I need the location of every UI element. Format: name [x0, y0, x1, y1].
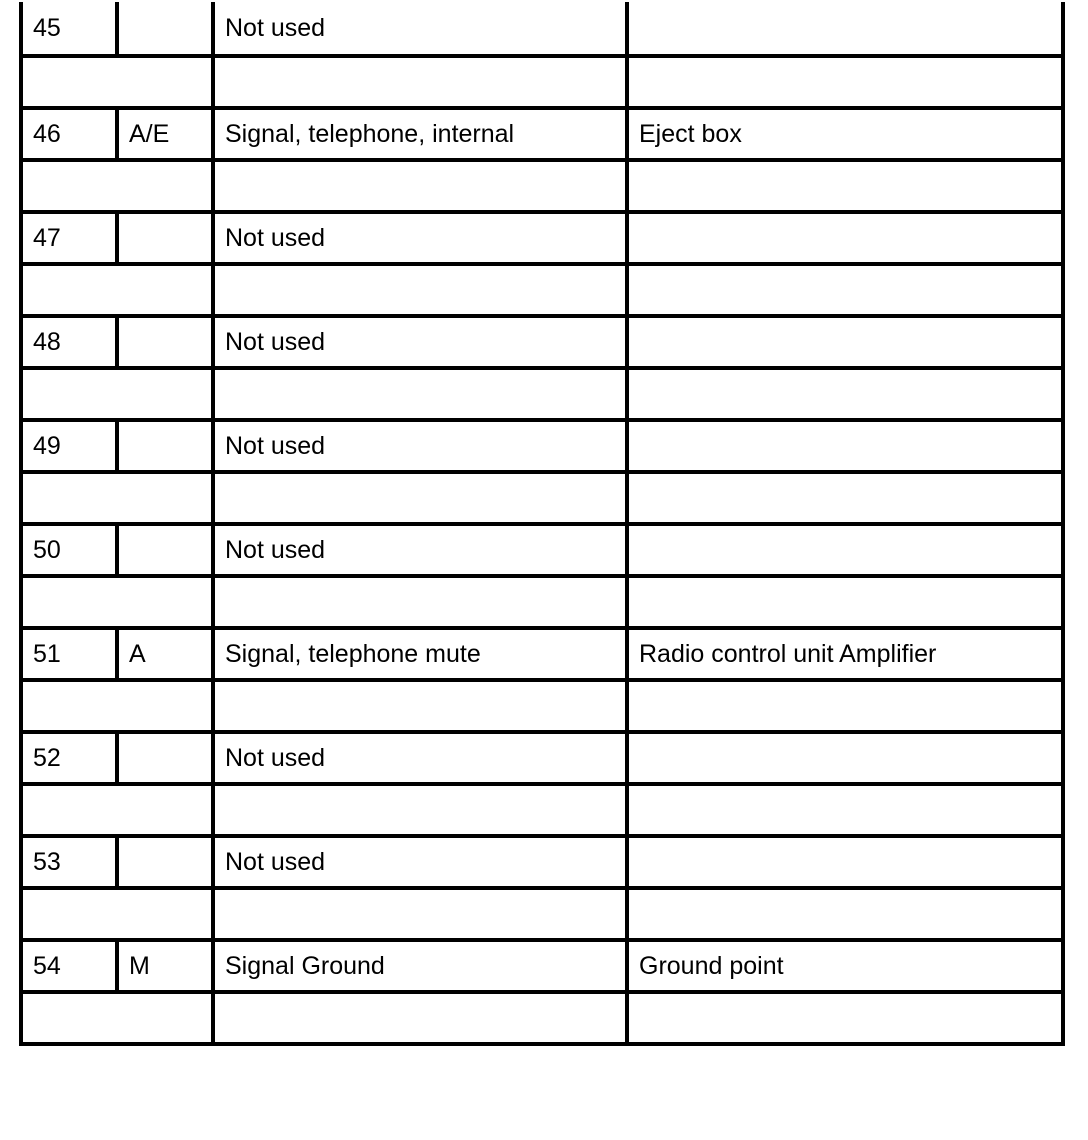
spacer-cell	[627, 576, 1063, 628]
connection-cell: Ground point	[627, 940, 1063, 992]
connection-cell	[627, 524, 1063, 576]
spacer-cell	[21, 56, 213, 108]
spacer-cell	[213, 368, 627, 420]
pin-type-cell	[117, 212, 213, 264]
spacer-cell	[627, 680, 1063, 732]
description-cell: Signal, telephone, internal	[213, 108, 627, 160]
pin-number-cell: 52	[21, 732, 117, 784]
description-cell: Not used	[213, 316, 627, 368]
description-cell: Not used	[213, 836, 627, 888]
spacer-cell	[21, 784, 213, 836]
table-row	[21, 212, 1063, 264]
table-spacer-row	[21, 888, 1063, 940]
spacer-cell	[627, 264, 1063, 316]
connection-cell	[627, 420, 1063, 472]
spacer-cell	[627, 992, 1063, 1044]
table-row	[21, 108, 1063, 160]
pin-type-cell: A/E	[117, 108, 213, 160]
table-row	[21, 2, 1063, 56]
spacer-cell	[21, 160, 213, 212]
spacer-cell	[213, 992, 627, 1044]
connection-cell	[627, 732, 1063, 784]
pin-number-cell: 45	[21, 2, 117, 56]
pin-type-cell	[117, 524, 213, 576]
connection-cell	[627, 316, 1063, 368]
spacer-cell	[21, 888, 213, 940]
spacer-cell	[627, 160, 1063, 212]
connection-cell	[627, 836, 1063, 888]
description-cell: Not used	[213, 420, 627, 472]
pin-type-cell	[117, 732, 213, 784]
spacer-cell	[21, 680, 213, 732]
spacer-cell	[627, 888, 1063, 940]
pin-type-cell: M	[117, 940, 213, 992]
table-row	[21, 524, 1063, 576]
table-spacer-row	[21, 784, 1063, 836]
spacer-cell	[213, 680, 627, 732]
description-cell: Signal Ground	[213, 940, 627, 992]
spacer-cell	[213, 56, 627, 108]
spacer-cell	[21, 576, 213, 628]
connection-cell: Radio control unit Amplifier	[627, 628, 1063, 680]
pin-number-cell: 51	[21, 628, 117, 680]
pin-type-cell: A	[117, 628, 213, 680]
connection-cell: Eject box	[627, 108, 1063, 160]
spacer-cell	[21, 992, 213, 1044]
table-spacer-row	[21, 680, 1063, 732]
pin-number-cell: 49	[21, 420, 117, 472]
pin-type-cell	[117, 2, 213, 56]
spacer-cell	[213, 888, 627, 940]
spacer-cell	[627, 56, 1063, 108]
description-cell: Signal, telephone mute	[213, 628, 627, 680]
pin-number-cell: 54	[21, 940, 117, 992]
pin-number-cell: 53	[21, 836, 117, 888]
spacer-cell	[213, 472, 627, 524]
description-cell: Not used	[213, 212, 627, 264]
table-spacer-row	[21, 576, 1063, 628]
table-row	[21, 836, 1063, 888]
connection-cell	[627, 212, 1063, 264]
description-cell: Not used	[213, 732, 627, 784]
table-body	[21, 2, 1063, 1044]
spacer-cell	[213, 160, 627, 212]
table-spacer-row	[21, 160, 1063, 212]
spacer-cell	[21, 472, 213, 524]
pin-assignment-table	[19, 2, 1065, 1046]
spacer-cell	[21, 368, 213, 420]
spacer-cell	[627, 368, 1063, 420]
table-spacer-row	[21, 992, 1063, 1044]
pin-number-cell: 50	[21, 524, 117, 576]
table-row	[21, 732, 1063, 784]
spacer-cell	[21, 264, 213, 316]
spacer-cell	[213, 264, 627, 316]
table-row	[21, 420, 1063, 472]
table-spacer-row	[21, 56, 1063, 108]
description-cell: Not used	[213, 2, 627, 56]
pin-type-cell	[117, 316, 213, 368]
table-row	[21, 628, 1063, 680]
table-row	[21, 316, 1063, 368]
table-spacer-row	[21, 368, 1063, 420]
spacer-cell	[627, 784, 1063, 836]
table-row	[21, 940, 1063, 992]
pin-number-cell: 47	[21, 212, 117, 264]
table-spacer-row	[21, 264, 1063, 316]
pin-type-cell	[117, 836, 213, 888]
description-cell: Not used	[213, 524, 627, 576]
spacer-cell	[627, 472, 1063, 524]
spacer-cell	[213, 576, 627, 628]
pin-number-cell: 48	[21, 316, 117, 368]
connection-cell	[627, 2, 1063, 56]
pin-number-cell: 46	[21, 108, 117, 160]
pin-type-cell	[117, 420, 213, 472]
table-spacer-row	[21, 472, 1063, 524]
spacer-cell	[213, 784, 627, 836]
